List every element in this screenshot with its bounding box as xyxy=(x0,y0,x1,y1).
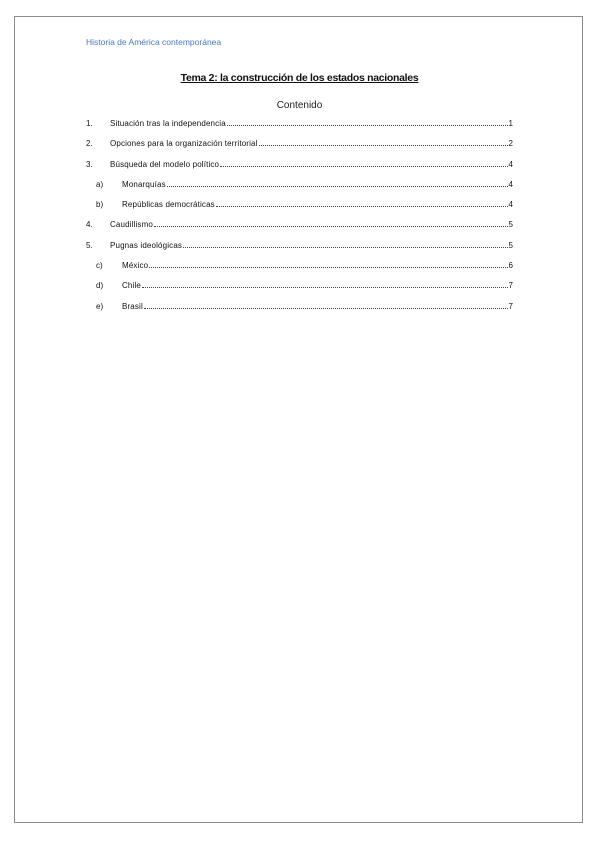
dot-leader xyxy=(216,198,508,207)
dot-leader xyxy=(259,137,508,146)
dot-leader xyxy=(183,239,507,248)
toc-entry-title: Monarquías xyxy=(122,179,166,189)
toc-entry-page: 5 xyxy=(508,220,513,230)
toc-entry-page: 2 xyxy=(508,139,513,149)
toc-subentry[interactable] xyxy=(86,300,513,320)
toc-entry-page: 4 xyxy=(508,200,513,210)
toc-entry-title: Pugnas ideológicas xyxy=(110,240,183,250)
toc-subentry[interactable] xyxy=(86,178,513,198)
toc-entry-number: a) xyxy=(96,179,104,189)
toc-entry[interactable] xyxy=(86,117,513,137)
dot-leader xyxy=(144,300,508,309)
toc-entry[interactable] xyxy=(86,158,513,178)
toc-entry-title: México xyxy=(122,261,149,271)
toc-entry-title: Caudillismo xyxy=(110,220,153,230)
toc-subentry[interactable] xyxy=(86,259,513,279)
toc-entry-number: c) xyxy=(96,261,103,271)
toc-heading: Contenido xyxy=(276,100,323,111)
toc-entry-page: 4 xyxy=(508,179,513,189)
toc-entry-number: d) xyxy=(96,281,104,291)
toc-entry-page: 7 xyxy=(508,301,513,311)
toc-entry-title: Situación tras la independencia xyxy=(110,119,226,128)
dot-leader xyxy=(227,117,508,126)
toc-entry-number: 2. xyxy=(86,139,93,149)
toc-subentry[interactable] xyxy=(86,279,513,299)
toc-entry-page: 6 xyxy=(508,261,513,271)
toc-entry-page: 4 xyxy=(508,159,513,169)
toc-entry-title: Brasil xyxy=(122,301,143,311)
toc-entry-title: Búsqueda del modelo político xyxy=(110,159,220,169)
toc-entry-title: Repúblicas democráticas xyxy=(122,200,215,210)
toc-subentry[interactable] xyxy=(86,198,513,218)
toc-entry-title: Chile xyxy=(122,281,141,291)
dot-leader xyxy=(220,158,507,167)
toc-entry-page: 7 xyxy=(508,281,513,291)
table-of-contents xyxy=(86,117,513,320)
running-header: Historia de América contemporánea xyxy=(86,37,222,47)
toc-entry[interactable] xyxy=(86,137,513,157)
toc-entry-title: Opciones para la organización territorial xyxy=(110,139,258,149)
toc-entry-number: b) xyxy=(96,200,104,210)
document-title: Tema 2: la construcción de los estados nacionales xyxy=(180,72,419,84)
dot-leader xyxy=(149,259,507,268)
dot-leader xyxy=(167,178,508,187)
toc-entry-page: 5 xyxy=(508,240,513,250)
dot-leader xyxy=(154,218,508,227)
toc-entry[interactable] xyxy=(86,239,513,259)
toc-entry[interactable] xyxy=(86,218,513,238)
toc-entry-number: 1. xyxy=(86,119,93,128)
dot-leader xyxy=(142,279,508,288)
toc-entry-number: e) xyxy=(96,301,104,311)
toc-entry-number: 5. xyxy=(86,240,93,250)
toc-entry-number: 4. xyxy=(86,220,93,230)
toc-entry-number: 3. xyxy=(86,159,93,169)
toc-entry-page: 1 xyxy=(508,119,513,128)
